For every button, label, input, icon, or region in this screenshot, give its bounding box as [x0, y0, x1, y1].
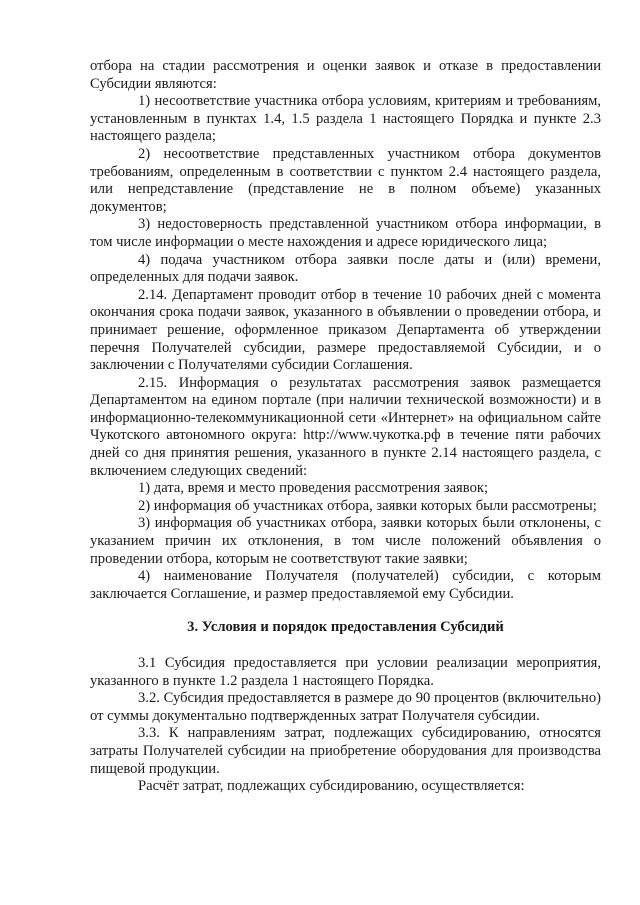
document-page [90, 58, 601, 796]
paragraph-refusal-reason-2: 2) несоответствие представленных участником отбора документов требованиям, определенным в соответствии с пунктом 2.4 настоящего раздела, или непредставление (представление не в полном объеме) указанных документов; [90, 145, 601, 215]
paragraph-2-15: 2.15. Информация о результатах рассмотрения заявок размещается Департаментом на едином портале (при наличии технической возможности) и в информационно-телекоммуникационной сети «Интернет» на официальном сайте Чукотского автономного округа: http://www.чукотка.рф в течение пяти рабочих дней со дня принятия решения, указанного в пункте 2.14 настоящего раздела, с включением следующих сведений: [90, 374, 601, 479]
paragraph-calculation: Расчёт затрат, подлежащих субсидированию, осуществляется: [138, 778, 525, 795]
paragraph-info-3: 3) информация об участниках отбора, заявки которых были отклонены, с указанием причин их отклонения, в том числе положений объявления о проведении отбора, которым не соответствуют такие заявки; [90, 515, 601, 567]
paragraph-refusal-reason-4: 4) подача участником отбора заявки после даты и (или) времени, определенных для подачи заявок. [90, 251, 601, 286]
paragraph-3-3: 3.3. К направлениям затрат, подлежащих субсидированию, относятся затраты Получателей субсидии на приобретение оборудования для производства пищевой продукции. [90, 725, 601, 777]
paragraph-info-1: 1) дата, время и место проведения рассмотрения заявок; [138, 480, 489, 497]
paragraph-info-2: 2) информация об участниках отбора, заявки которых были рассмотрены; [138, 497, 597, 514]
paragraph-refusal-reason-1: 1) несоответствие участника отбора условиям, критериям и требованиям, установленным в пунктах 1.4, 1.5 раздела 1 настоящего Порядка и пункте 2.3 настоящего раздела; [90, 93, 601, 145]
paragraph-refusal-reason-3: 3) недостоверность представленной участником отбора информации, в том числе информации о месте нахождения и адресе юридического лица; [90, 216, 601, 250]
paragraph-3-1: 3.1 Субсидия предоставляется при условии реализации мероприятия, указанного в пункте 1.2 раздела 1 настоящего Порядка. [90, 655, 601, 689]
paragraph-2-14: 2.14. Департамент проводит отбор в течение 10 рабочих дней с момента окончания срока подачи заявок, указанного в объявлении о проведении отбора, и принимает решение, оформленное приказом Департамента об утверждении перечня Получателей субсидии, размере предоставляемой Субсидии, и о заключении с Получателями субсидии Соглашения. [90, 286, 601, 374]
paragraph-intro: отбора на стадии рассмотрения и оценки заявок и отказе в предоставлении Субсидии являются: [90, 58, 601, 92]
paragraph-3-2: 3.2. Субсидия предоставляется в размере до 90 процентов (включительно) от суммы документально подтвержденных затрат Получателя субсидии. [90, 690, 601, 724]
section-heading: 3. Условия и порядок предоставления Субсидий [187, 619, 504, 636]
paragraph-info-4: 4) наименование Получателя (получателей) субсидии, с которым заключается Соглашение, и размер предоставляемой ему Субсидии. [90, 568, 601, 602]
